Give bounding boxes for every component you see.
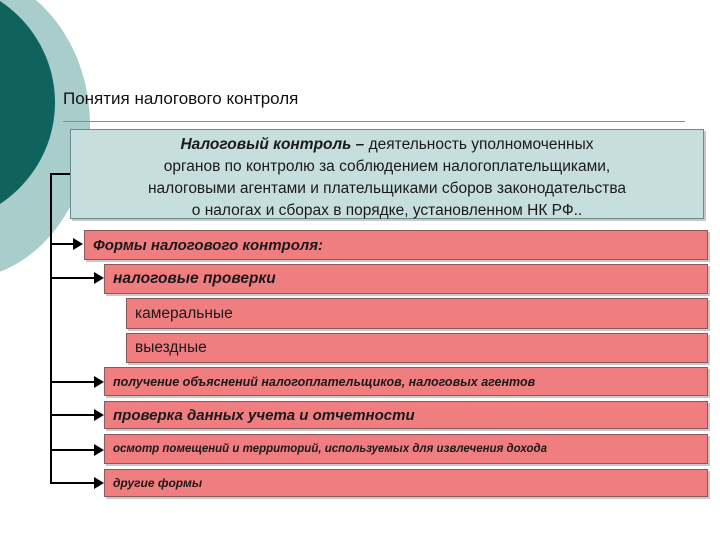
form-inspection-label: осмотр помещений и территорий, используемых для извлечения дохода (113, 443, 548, 455)
form-inspection-box (104, 434, 708, 464)
form-field-label: выездные (135, 339, 207, 356)
arrow-icon (73, 238, 83, 250)
form-field-box (126, 333, 708, 363)
form-records-box (104, 401, 708, 429)
form-explanations-box (104, 367, 708, 396)
title-underline (63, 121, 685, 122)
definition-term: Налоговый контроль – (180, 136, 365, 153)
arrow-icon (94, 376, 104, 388)
definition-line-3: налоговыми агентами и плательщиками сборов законодательства (147, 180, 626, 197)
connector-inspection (50, 449, 96, 451)
form-cameral-label: камеральные (135, 304, 233, 322)
forms-heading-box (84, 230, 708, 260)
connector-records (50, 414, 96, 416)
connector-stub-top (50, 173, 70, 175)
arrow-icon (94, 272, 104, 284)
slide-title: Понятия налогового контроля (63, 89, 299, 108)
definition-text-1: деятельность уполномоченных (364, 136, 594, 153)
connector-vertical (50, 173, 52, 483)
forms-heading: Формы налогового контроля: (93, 236, 324, 254)
arrow-icon (94, 444, 104, 456)
connector-audits (50, 277, 96, 279)
form-explanations-label: получение объяснений налогоплательщиков, налоговых агентов (113, 374, 536, 389)
form-records-label: проверка данных учета и отчетности (113, 406, 415, 424)
form-cameral-box (126, 298, 708, 329)
definition-box (70, 129, 704, 219)
definition-line-2: органов по контролю за соблюдением налогоплательщиками, (163, 158, 611, 175)
form-audits-box (104, 264, 708, 294)
connector-forms (50, 243, 75, 245)
arrow-icon (94, 477, 104, 489)
definition-line-1 (77, 134, 697, 156)
arrow-icon (94, 409, 104, 421)
form-audits-label: налоговые проверки (113, 270, 276, 287)
form-other-label: другие формы (113, 476, 203, 490)
definition-line-4: о налогах и сборах в порядке, установленном НК РФ.. (191, 202, 583, 219)
connector-explanations (50, 381, 96, 383)
connector-other (50, 482, 96, 484)
form-other-box (104, 469, 708, 497)
